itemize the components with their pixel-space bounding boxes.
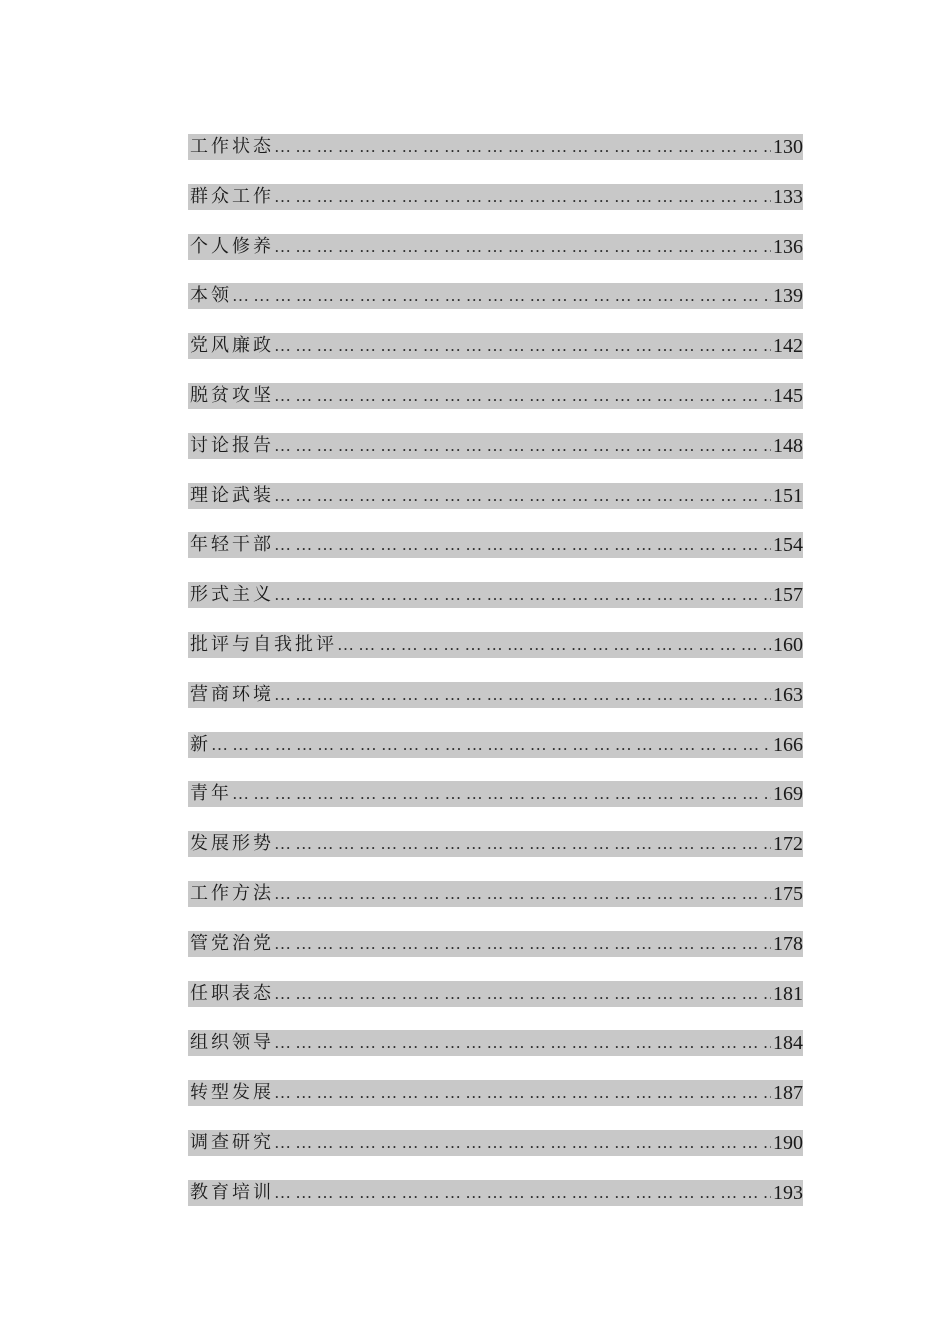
toc-entry-leader: [274, 483, 771, 509]
toc-entry-title: 形式主义: [190, 584, 274, 606]
toc-entry-page: 133: [773, 185, 803, 208]
toc-entry[interactable]: [188, 134, 803, 160]
toc-entry-page: 163: [773, 683, 803, 706]
toc-entry-page: 130: [773, 136, 803, 158]
toc-entry-title: 脱贫攻坚: [190, 384, 274, 406]
toc-entry-page: 187: [773, 1082, 803, 1105]
toc-entry-title: 组织领导: [190, 1032, 274, 1054]
toc-entry[interactable]: [188, 383, 803, 409]
toc-entry[interactable]: [188, 632, 803, 658]
toc-entry[interactable]: [188, 831, 803, 857]
toc-entry-title: 群众工作: [190, 185, 274, 207]
toc-entry-title: 年轻干部: [190, 534, 274, 556]
toc-entry-leader: [211, 732, 771, 758]
toc-entry[interactable]: [188, 234, 803, 260]
table-of-contents: [188, 134, 803, 1230]
toc-entry-page: 178: [773, 932, 803, 955]
toc-entry[interactable]: [188, 981, 803, 1007]
toc-entry-title: 青年: [190, 783, 232, 805]
toc-entry[interactable]: [188, 532, 803, 558]
toc-entry[interactable]: [188, 931, 803, 957]
toc-entry-leader: [232, 283, 771, 309]
toc-entry-leader: [337, 632, 771, 658]
toc-entry[interactable]: [188, 582, 803, 608]
toc-entry-leader: [274, 134, 771, 160]
toc-entry-leader: [274, 532, 771, 558]
toc-entry-page: 181: [773, 982, 803, 1005]
toc-entry-title: 批评与自我批评: [190, 633, 337, 655]
toc-entry-leader: [274, 1180, 771, 1206]
toc-entry-page: 145: [773, 384, 803, 407]
toc-entry-title: 个人修养: [190, 235, 274, 257]
toc-entry-page: 136: [773, 235, 803, 258]
toc-entry-leader: [274, 383, 771, 409]
toc-entry-leader: [274, 234, 771, 260]
toc-entry[interactable]: [188, 682, 803, 708]
toc-entry[interactable]: [188, 732, 803, 758]
toc-entry[interactable]: [188, 333, 803, 359]
toc-entry-leader: [274, 1080, 771, 1106]
toc-entry-title: 调查研究: [190, 1131, 274, 1153]
toc-entry-page: 139: [773, 285, 803, 308]
toc-entry[interactable]: [188, 1180, 803, 1206]
toc-entry-page: 148: [773, 434, 803, 457]
toc-entry-page: 151: [773, 484, 803, 507]
toc-entry[interactable]: [188, 1130, 803, 1156]
toc-entry-page: 190: [773, 1131, 803, 1154]
toc-entry[interactable]: [188, 1030, 803, 1056]
toc-entry-title: 发展形势: [190, 833, 274, 855]
toc-entry[interactable]: [188, 283, 803, 309]
toc-entry[interactable]: [188, 881, 803, 907]
toc-entry-page: 142: [773, 335, 803, 358]
toc-entry-title: 党风廉政: [190, 335, 274, 357]
toc-entry[interactable]: [188, 483, 803, 509]
toc-entry-page: 166: [773, 733, 803, 756]
toc-entry-title: 转型发展: [190, 1082, 274, 1104]
toc-entry-page: 154: [773, 534, 803, 557]
toc-entry-leader: [274, 831, 771, 857]
toc-entry-title: 教育培训: [190, 1181, 274, 1203]
toc-entry[interactable]: [188, 184, 803, 210]
toc-entry-leader: [274, 682, 771, 708]
toc-entry[interactable]: [188, 1080, 803, 1106]
toc-entry[interactable]: [188, 781, 803, 807]
toc-entry-leader: [232, 781, 771, 807]
toc-entry-page: 193: [773, 1181, 803, 1204]
toc-entry-leader: [274, 582, 771, 608]
toc-entry-leader: [274, 433, 771, 459]
toc-entry-title: 工作状态: [190, 136, 274, 157]
toc-entry-leader: [274, 881, 771, 907]
toc-entry-page: 184: [773, 1032, 803, 1055]
toc-entry-title: 讨论报告: [190, 434, 274, 456]
toc-entry-leader: [274, 184, 771, 210]
toc-entry-title: 理论武装: [190, 484, 274, 506]
toc-entry-leader: [274, 1030, 771, 1056]
toc-entry-page: 169: [773, 783, 803, 806]
toc-entry-leader: [274, 931, 771, 957]
toc-entry[interactable]: [188, 433, 803, 459]
toc-entry-page: 157: [773, 584, 803, 607]
toc-entry-page: 160: [773, 633, 803, 656]
toc-entry-leader: [274, 1130, 771, 1156]
toc-entry-title: 营商环境: [190, 683, 274, 705]
toc-entry-title: 工作方法: [190, 882, 274, 904]
toc-entry-leader: [274, 981, 771, 1007]
toc-entry-title: 任职表态: [190, 982, 274, 1004]
toc-entry-page: 172: [773, 833, 803, 856]
toc-entry-title: 管党治党: [190, 932, 274, 954]
toc-entry-page: 175: [773, 882, 803, 905]
toc-entry-title: 本领: [190, 285, 232, 307]
toc-entry-leader: [274, 333, 771, 359]
toc-entry-title: 新: [190, 733, 211, 755]
